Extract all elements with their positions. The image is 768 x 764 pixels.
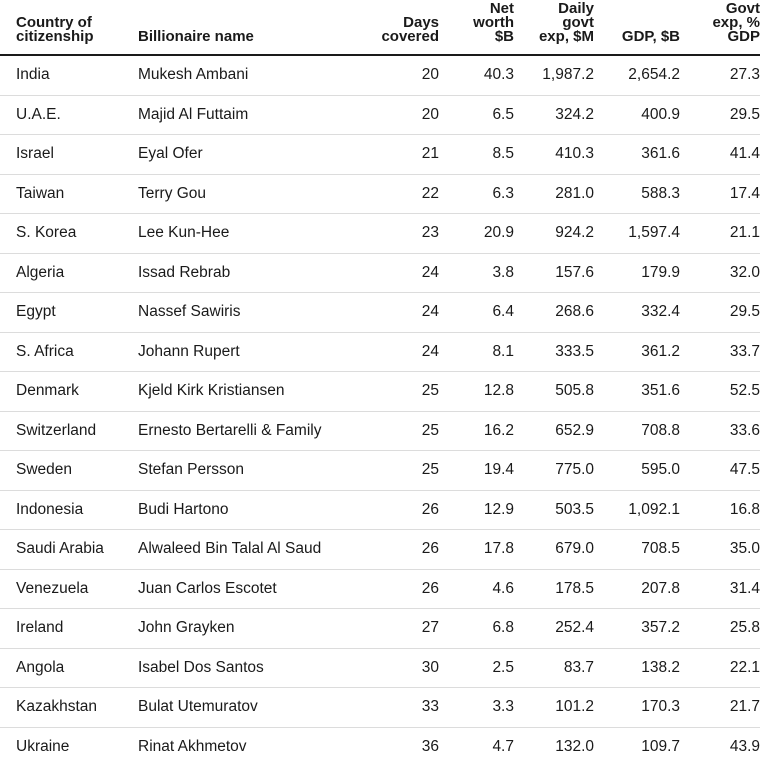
cell-days-covered: 30 bbox=[352, 648, 442, 688]
table-row bbox=[0, 727, 760, 764]
header-line: Govt bbox=[725, 0, 760, 17]
cell-billionaire-name: Juan Carlos Escotet bbox=[122, 569, 352, 609]
table-row bbox=[0, 95, 760, 135]
cell-gdp: 1,092.1 bbox=[597, 490, 683, 530]
cell-country: Angola bbox=[0, 648, 122, 688]
cell-country: Kazakhstan bbox=[0, 688, 122, 728]
cell-govt-exp-pct-gdp: 43.9 bbox=[683, 727, 760, 764]
cell-billionaire-name: Majid Al Futtaim bbox=[122, 95, 352, 135]
cell-days-covered: 22 bbox=[352, 174, 442, 214]
header-net-worth bbox=[442, 0, 517, 55]
cell-gdp: 595.0 bbox=[597, 451, 683, 491]
cell-govt-exp-pct-gdp: 17.4 bbox=[683, 174, 760, 214]
cell-daily-govt-exp: 924.2 bbox=[517, 214, 597, 254]
cell-country: S. Korea bbox=[0, 214, 122, 254]
cell-daily-govt-exp: 252.4 bbox=[517, 609, 597, 649]
header-line: $B bbox=[494, 28, 514, 45]
table-row bbox=[0, 214, 760, 254]
table-row bbox=[0, 411, 760, 451]
cell-gdp: 400.9 bbox=[597, 95, 683, 135]
cell-days-covered: 24 bbox=[352, 293, 442, 333]
cell-net-worth: 17.8 bbox=[442, 530, 517, 570]
header-line: Billionaire name bbox=[138, 28, 254, 45]
cell-daily-govt-exp: 1,987.2 bbox=[517, 55, 597, 95]
cell-net-worth: 4.6 bbox=[442, 569, 517, 609]
cell-billionaire-name: Budi Hartono bbox=[122, 490, 352, 530]
cell-govt-exp-pct-gdp: 33.7 bbox=[683, 332, 760, 372]
cell-net-worth: 3.3 bbox=[442, 688, 517, 728]
cell-daily-govt-exp: 503.5 bbox=[517, 490, 597, 530]
cell-govt-exp-pct-gdp: 27.3 bbox=[683, 55, 760, 95]
cell-daily-govt-exp: 775.0 bbox=[517, 451, 597, 491]
cell-daily-govt-exp: 157.6 bbox=[517, 253, 597, 293]
cell-govt-exp-pct-gdp: 21.7 bbox=[683, 688, 760, 728]
cell-net-worth: 2.5 bbox=[442, 648, 517, 688]
cell-days-covered: 25 bbox=[352, 411, 442, 451]
cell-billionaire-name: Stefan Persson bbox=[122, 451, 352, 491]
cell-net-worth: 8.5 bbox=[442, 135, 517, 175]
cell-net-worth: 40.3 bbox=[442, 55, 517, 95]
header-govt-exp-pct-gdp bbox=[683, 0, 760, 55]
header-line: Country of bbox=[16, 14, 92, 31]
cell-net-worth: 4.7 bbox=[442, 727, 517, 764]
cell-govt-exp-pct-gdp: 33.6 bbox=[683, 411, 760, 451]
table-row bbox=[0, 174, 760, 214]
header-line: Daily bbox=[558, 0, 594, 17]
table-row bbox=[0, 253, 760, 293]
cell-days-covered: 25 bbox=[352, 451, 442, 491]
cell-country: Algeria bbox=[0, 253, 122, 293]
cell-country: Egypt bbox=[0, 293, 122, 333]
cell-daily-govt-exp: 505.8 bbox=[517, 372, 597, 412]
cell-billionaire-name: Johann Rupert bbox=[122, 332, 352, 372]
cell-billionaire-name: Ernesto Bertarelli & Family bbox=[122, 411, 352, 451]
cell-govt-exp-pct-gdp: 41.4 bbox=[683, 135, 760, 175]
cell-gdp: 708.5 bbox=[597, 530, 683, 570]
cell-net-worth: 6.5 bbox=[442, 95, 517, 135]
cell-billionaire-name: Mukesh Ambani bbox=[122, 55, 352, 95]
table-row bbox=[0, 530, 760, 570]
cell-govt-exp-pct-gdp: 22.1 bbox=[683, 648, 760, 688]
table-row bbox=[0, 648, 760, 688]
cell-billionaire-name: Lee Kun-Hee bbox=[122, 214, 352, 254]
cell-gdp: 361.2 bbox=[597, 332, 683, 372]
header-line: worth bbox=[473, 14, 514, 31]
cell-net-worth: 6.3 bbox=[442, 174, 517, 214]
cell-billionaire-name: Kjeld Kirk Kristiansen bbox=[122, 372, 352, 412]
cell-daily-govt-exp: 83.7 bbox=[517, 648, 597, 688]
cell-billionaire-name: Terry Gou bbox=[122, 174, 352, 214]
cell-net-worth: 6.8 bbox=[442, 609, 517, 649]
cell-country: India bbox=[0, 55, 122, 95]
cell-govt-exp-pct-gdp: 47.5 bbox=[683, 451, 760, 491]
cell-gdp: 361.6 bbox=[597, 135, 683, 175]
cell-govt-exp-pct-gdp: 31.4 bbox=[683, 569, 760, 609]
cell-daily-govt-exp: 679.0 bbox=[517, 530, 597, 570]
cell-daily-govt-exp: 178.5 bbox=[517, 569, 597, 609]
table-header bbox=[0, 0, 760, 55]
cell-gdp: 179.9 bbox=[597, 253, 683, 293]
table-row bbox=[0, 55, 760, 95]
header-country bbox=[0, 0, 122, 55]
cell-daily-govt-exp: 652.9 bbox=[517, 411, 597, 451]
cell-billionaire-name: Eyal Ofer bbox=[122, 135, 352, 175]
header-line: exp, % bbox=[712, 14, 760, 31]
cell-govt-exp-pct-gdp: 29.5 bbox=[683, 95, 760, 135]
cell-days-covered: 21 bbox=[352, 135, 442, 175]
cell-gdp: 109.7 bbox=[597, 727, 683, 764]
cell-gdp: 588.3 bbox=[597, 174, 683, 214]
cell-billionaire-name: Isabel Dos Santos bbox=[122, 648, 352, 688]
cell-net-worth: 3.8 bbox=[442, 253, 517, 293]
cell-days-covered: 23 bbox=[352, 214, 442, 254]
header-line: covered bbox=[381, 28, 439, 45]
cell-govt-exp-pct-gdp: 35.0 bbox=[683, 530, 760, 570]
cell-billionaire-name: John Grayken bbox=[122, 609, 352, 649]
cell-billionaire-name: Issad Rebrab bbox=[122, 253, 352, 293]
cell-govt-exp-pct-gdp: 16.8 bbox=[683, 490, 760, 530]
cell-govt-exp-pct-gdp: 29.5 bbox=[683, 293, 760, 333]
cell-govt-exp-pct-gdp: 32.0 bbox=[683, 253, 760, 293]
table-row bbox=[0, 135, 760, 175]
cell-daily-govt-exp: 268.6 bbox=[517, 293, 597, 333]
cell-net-worth: 8.1 bbox=[442, 332, 517, 372]
header-daily-govt-exp bbox=[517, 0, 597, 55]
cell-country: Ireland bbox=[0, 609, 122, 649]
cell-days-covered: 24 bbox=[352, 253, 442, 293]
cell-days-covered: 33 bbox=[352, 688, 442, 728]
cell-billionaire-name: Bulat Utemuratov bbox=[122, 688, 352, 728]
cell-days-covered: 27 bbox=[352, 609, 442, 649]
table-row bbox=[0, 372, 760, 412]
header-gdp bbox=[597, 0, 683, 55]
cell-daily-govt-exp: 132.0 bbox=[517, 727, 597, 764]
cell-country: Venezuela bbox=[0, 569, 122, 609]
cell-days-covered: 26 bbox=[352, 530, 442, 570]
header-row bbox=[0, 0, 760, 55]
header-billionaire-name bbox=[122, 0, 352, 55]
cell-daily-govt-exp: 410.3 bbox=[517, 135, 597, 175]
cell-country: Ukraine bbox=[0, 727, 122, 764]
table-row bbox=[0, 609, 760, 649]
cell-country: Sweden bbox=[0, 451, 122, 491]
cell-days-covered: 36 bbox=[352, 727, 442, 764]
cell-gdp: 207.8 bbox=[597, 569, 683, 609]
table-row bbox=[0, 569, 760, 609]
cell-days-covered: 20 bbox=[352, 95, 442, 135]
cell-net-worth: 6.4 bbox=[442, 293, 517, 333]
cell-gdp: 138.2 bbox=[597, 648, 683, 688]
cell-days-covered: 20 bbox=[352, 55, 442, 95]
cell-days-covered: 26 bbox=[352, 490, 442, 530]
cell-days-covered: 25 bbox=[352, 372, 442, 412]
table-body bbox=[0, 55, 760, 764]
cell-net-worth: 16.2 bbox=[442, 411, 517, 451]
cell-gdp: 2,654.2 bbox=[597, 55, 683, 95]
cell-gdp: 357.2 bbox=[597, 609, 683, 649]
cell-govt-exp-pct-gdp: 25.8 bbox=[683, 609, 760, 649]
cell-billionaire-name: Nassef Sawiris bbox=[122, 293, 352, 333]
header-line: citizenship bbox=[16, 28, 94, 45]
table-row bbox=[0, 490, 760, 530]
cell-country: Israel bbox=[0, 135, 122, 175]
header-line: exp, $M bbox=[538, 28, 594, 45]
cell-gdp: 332.4 bbox=[597, 293, 683, 333]
cell-country: Saudi Arabia bbox=[0, 530, 122, 570]
cell-country: S. Africa bbox=[0, 332, 122, 372]
cell-daily-govt-exp: 333.5 bbox=[517, 332, 597, 372]
cell-net-worth: 20.9 bbox=[442, 214, 517, 254]
table-row bbox=[0, 293, 760, 333]
cell-country: Indonesia bbox=[0, 490, 122, 530]
cell-govt-exp-pct-gdp: 21.1 bbox=[683, 214, 760, 254]
cell-billionaire-name: Alwaleed Bin Talal Al Saud bbox=[122, 530, 352, 570]
cell-govt-exp-pct-gdp: 52.5 bbox=[683, 372, 760, 412]
header-line: GDP bbox=[727, 28, 760, 45]
cell-gdp: 351.6 bbox=[597, 372, 683, 412]
cell-gdp: 170.3 bbox=[597, 688, 683, 728]
cell-country: U.A.E. bbox=[0, 95, 122, 135]
cell-billionaire-name: Rinat Akhmetov bbox=[122, 727, 352, 764]
table-row bbox=[0, 332, 760, 372]
cell-days-covered: 26 bbox=[352, 569, 442, 609]
cell-daily-govt-exp: 101.2 bbox=[517, 688, 597, 728]
header-line: Days bbox=[403, 14, 439, 31]
cell-gdp: 708.8 bbox=[597, 411, 683, 451]
cell-daily-govt-exp: 324.2 bbox=[517, 95, 597, 135]
table-row bbox=[0, 451, 760, 491]
cell-country: Taiwan bbox=[0, 174, 122, 214]
cell-net-worth: 12.8 bbox=[442, 372, 517, 412]
cell-net-worth: 19.4 bbox=[442, 451, 517, 491]
cell-days-covered: 24 bbox=[352, 332, 442, 372]
cell-country: Denmark bbox=[0, 372, 122, 412]
table-row bbox=[0, 688, 760, 728]
header-line: GDP, $B bbox=[621, 28, 680, 45]
header-days-covered bbox=[352, 0, 442, 55]
header-line: govt bbox=[562, 14, 594, 31]
header-line: Net bbox=[489, 0, 514, 17]
cell-daily-govt-exp: 281.0 bbox=[517, 174, 597, 214]
cell-gdp: 1,597.4 bbox=[597, 214, 683, 254]
cell-net-worth: 12.9 bbox=[442, 490, 517, 530]
cell-country: Switzerland bbox=[0, 411, 122, 451]
